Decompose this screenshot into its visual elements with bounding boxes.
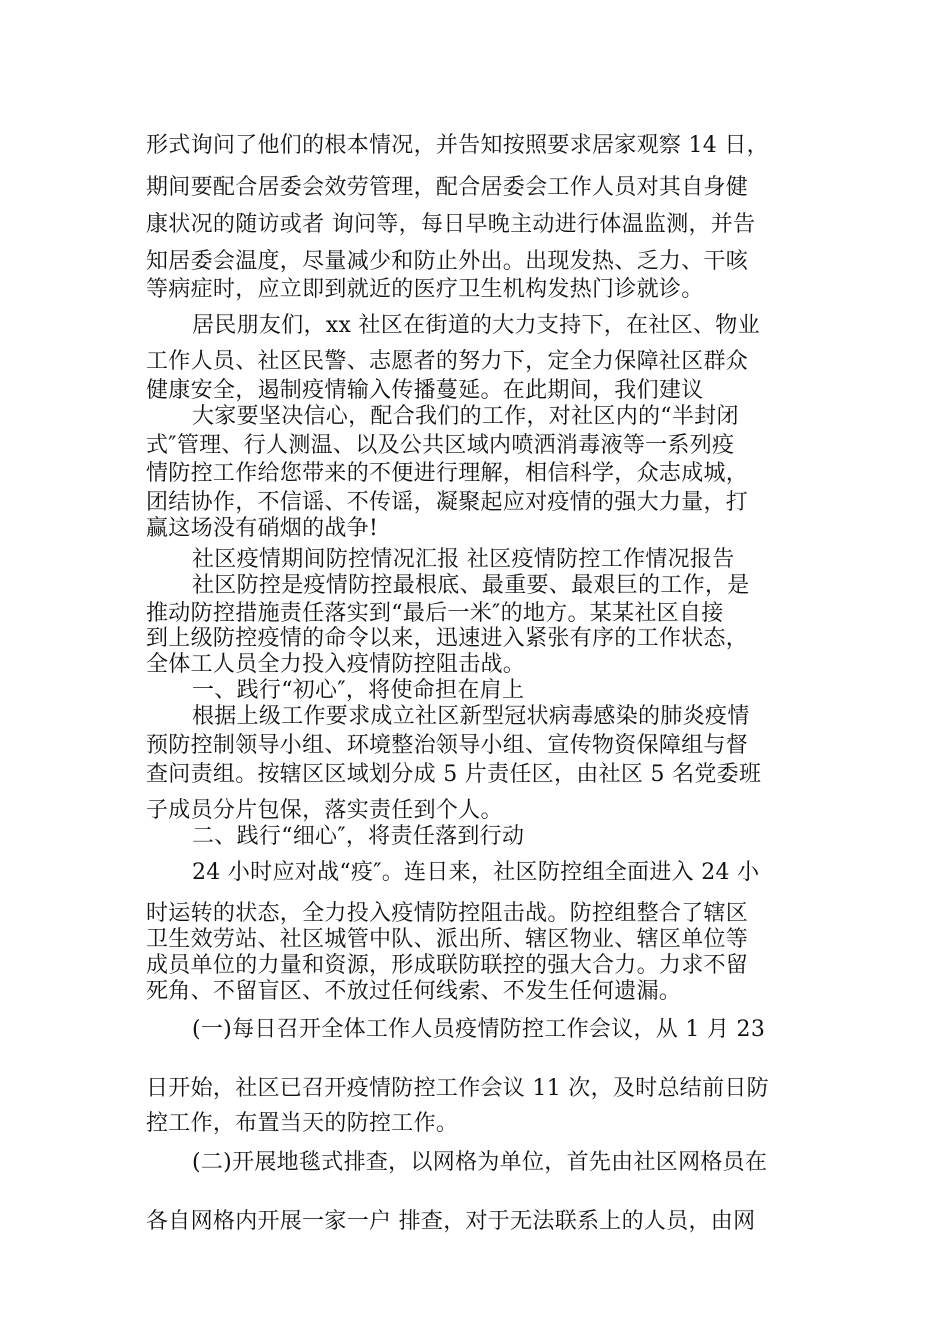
- paragraph-start: 24 小时应对战“疫″。连日来，社区防控组全面进入 24 小: [192, 860, 760, 885]
- text-line: 形式询问了他们的根本情况，并告知按照要求居家观察 14 日，: [146, 133, 769, 158]
- text-line: 各自网格内开展一家一户 排查，对于无法联系上的人员，由网: [146, 1209, 756, 1234]
- text-line: 到上级防控疫情的命令以来，迅速进入紧张有序的工作状态，: [146, 626, 749, 651]
- section-heading: 一、践行“初心″，将使命担在肩上: [192, 678, 525, 703]
- text-line: 控工作，布置当天的防控工作。: [146, 1111, 459, 1136]
- paragraph-start: 社区防控是疫情防控最根底、最重要、最艰巨的工作，是: [192, 573, 750, 598]
- text-line: 子成员分片包保，落实责任到个人。: [146, 798, 503, 823]
- text-line: 日开始，社区已召开疫情防控工作会议 11 次，及时总结前日防: [146, 1076, 769, 1101]
- text-line: 健康安全，遏制疫情输入传播蔓延。在此期间，我们建议: [146, 378, 704, 403]
- paragraph-start: 居民朋友们，xx 社区在街道的大力支持下，在社区、物业: [192, 313, 760, 338]
- text-line: 期间要配合居委会效劳管理，配合居委会工作人员对其自身健: [146, 175, 749, 200]
- text-line: 情防控工作给您带来的不便进行理解，相信科学，众志成城，: [146, 461, 749, 486]
- text-line: 时运转的状态，全力投入疫情防控阻击战。防控组整合了辖区: [146, 901, 749, 926]
- text-line: 成员单位的力量和资源，形成联防联控的强大合力。力求不留: [146, 953, 749, 978]
- text-line: 赢这场没有硝烟的战争!: [146, 516, 379, 541]
- text-line: 团结协作，不信谣、不传谣，凝聚起应对疫情的强大力量，打: [146, 490, 749, 515]
- text-line: 死角、不留盲区、不放过任何线索、不发生任何遗漏。: [146, 979, 682, 1004]
- text-line: 预防控制领导小组、环境整治领导小组、宣传物资保障组与督: [146, 733, 749, 758]
- paragraph-start: 大家要坚决信心，配合我们的工作，对社区内的“半封闭: [192, 404, 739, 429]
- text-line: 全体工人员全力投入疫情防控阻击战。: [146, 652, 526, 677]
- report-heading: 社区疫情期间防控情况汇报 社区疫情防控工作情况报告: [192, 547, 735, 572]
- text-line: 推动防控措施责任落实到“最后一米″的地方。某某社区自接: [146, 601, 724, 626]
- section-heading: 二、践行“细心″，将责任落到行动: [192, 824, 525, 849]
- text-line: 查问责组。按辖区区域划分成 5 片责任区，由社区 5 名党委班: [146, 762, 762, 787]
- text-line: 知居委会温度，尽量减少和防止外出。出现发热、乏力、干咳: [146, 249, 749, 274]
- paragraph-start: (二)开展地毯式排查，以网格为单位，首先由社区网格员在: [192, 1150, 768, 1175]
- text-line: 工作人员、社区民警、志愿者的努力下，定全力保障社区群众: [146, 349, 749, 374]
- text-line: 卫生效劳站、社区城管中队、派出所、辖区物业、辖区单位等: [146, 927, 749, 952]
- text-line: 式″管理、行人测温、以及公共区域内喷洒消毒液等一系列疫: [146, 433, 735, 458]
- text-line: 等病症时，应立即到就近的医疗卫生机构发热门诊就诊。: [146, 277, 704, 302]
- paragraph-start: 根据上级工作要求成立社区新型冠状病毒感染的肺炎疫情: [192, 704, 750, 729]
- paragraph-start: (一)每日召开全体工作人员疫情防控工作会议，从 1 月 23: [192, 1017, 766, 1042]
- text-line: 康状况的随访或者 询问等，每日早晚主动进行体温监测，并告: [146, 212, 756, 237]
